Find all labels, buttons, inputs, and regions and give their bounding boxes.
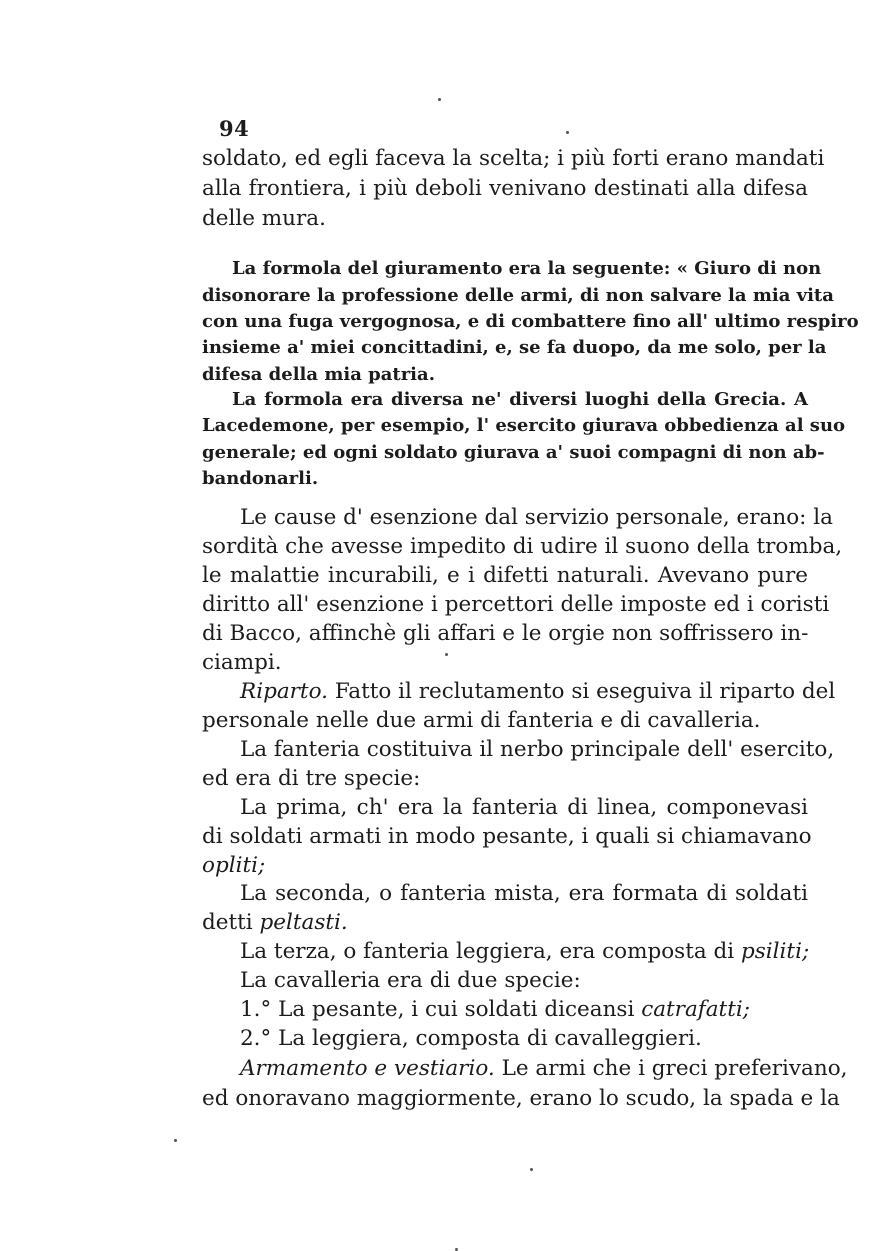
text-line: La formola del giuramento era la seguente: « Giuro di non [232, 258, 822, 279]
text-line: insieme a' miei concittadini, e, se fa duopo, da me solo, per la [202, 337, 827, 358]
text-line: sordità che avesse impedito di udire il suono della tromba, [202, 534, 843, 559]
term: peltasti. [259, 910, 348, 935]
text-line [240, 679, 836, 704]
text-line: Le cause d' esenzione dal servizio personale, erano: la [240, 505, 833, 530]
text-run: La terza, o fanteria leggiera, era composta di [240, 939, 735, 964]
list-number: 1.° [240, 997, 272, 1022]
text-line: le malattie incurabili, e i difetti naturali. Avevano pure [202, 563, 808, 588]
text-line: di soldati armati in modo pesante, i quali si chiamavano [202, 824, 812, 849]
text-line: La seconda, o fanteria mista, era formata di soldati [240, 881, 808, 906]
page-number: 94 [219, 116, 250, 141]
text-line: personale nelle due armi di fanteria e di cavalleria. [202, 708, 761, 733]
text-line: ed onoravano maggiormente, erano lo scudo, la spada e la [202, 1086, 840, 1111]
text-run: detti [202, 910, 253, 935]
text-line [240, 1056, 848, 1081]
term: psiliti; [741, 939, 810, 964]
text-line [240, 997, 808, 1022]
text-line: soldato, ed egli faceva la scelta; i più forti erano mandati [202, 146, 825, 171]
text-run: Fatto il reclutamento si eseguiva il riparto del [334, 679, 836, 704]
text-line: difesa della mia patria. [202, 364, 435, 385]
text-line: La prima, ch' era la fanteria di linea, componevasi [240, 795, 808, 820]
section-heading: Riparto. [240, 679, 328, 704]
scan-speck [530, 1168, 533, 1171]
text-line: La formola era diversa ne' diversi luoghi della Grecia. A [232, 389, 808, 410]
list-number: 2.° [240, 1026, 272, 1051]
text-line: con una fuga vergognosa, e di combattere fino all' ultimo respiro [202, 311, 859, 332]
text-line: alla frontiera, i più deboli venivano destinati alla difesa [202, 176, 808, 201]
text-line: disonorare la professione delle armi, di non salvare la mia vita [202, 285, 834, 306]
text-line: generale; ed ogni soldato giurava a' suoi compagni di non ab- [202, 442, 825, 463]
text-line [202, 910, 808, 935]
scan-speck [566, 131, 569, 134]
term: catrafatti; [641, 997, 750, 1022]
text-line: delle mura. [202, 206, 326, 231]
scan-speck [438, 98, 441, 101]
text-line: diritto all' esenzione i percettori delle imposte ed i coristi [202, 592, 830, 617]
text-line: bandonarli. [202, 468, 319, 489]
text-line: ciampi. [202, 650, 282, 675]
text-run: La leggiera, composta di cavalleggieri. [278, 1026, 702, 1051]
text-run: La pesante, i cui soldati diceansi [278, 997, 635, 1022]
text-line [240, 1026, 808, 1051]
text-run: Le armi che i greci preferivano, [501, 1056, 848, 1081]
text-line: Lacedemone, per esempio, l' esercito giurava obbedienza al suo [202, 415, 846, 436]
text-line [240, 939, 808, 964]
text-line: La cavalleria era di due specie: [240, 968, 581, 993]
scan-speck [445, 653, 448, 656]
section-heading: Armamento e vestiario. [240, 1056, 495, 1081]
text-line: ed era di tre specie: [202, 766, 421, 791]
text-line: La fanteria costituiva il nerbo principale dell' esercito, [240, 737, 835, 762]
scan-speck [174, 1139, 177, 1142]
text-line: opliti; [202, 853, 266, 878]
text-line: di Bacco, affinchè gli affari e le orgie non soffrissero in- [202, 621, 809, 646]
